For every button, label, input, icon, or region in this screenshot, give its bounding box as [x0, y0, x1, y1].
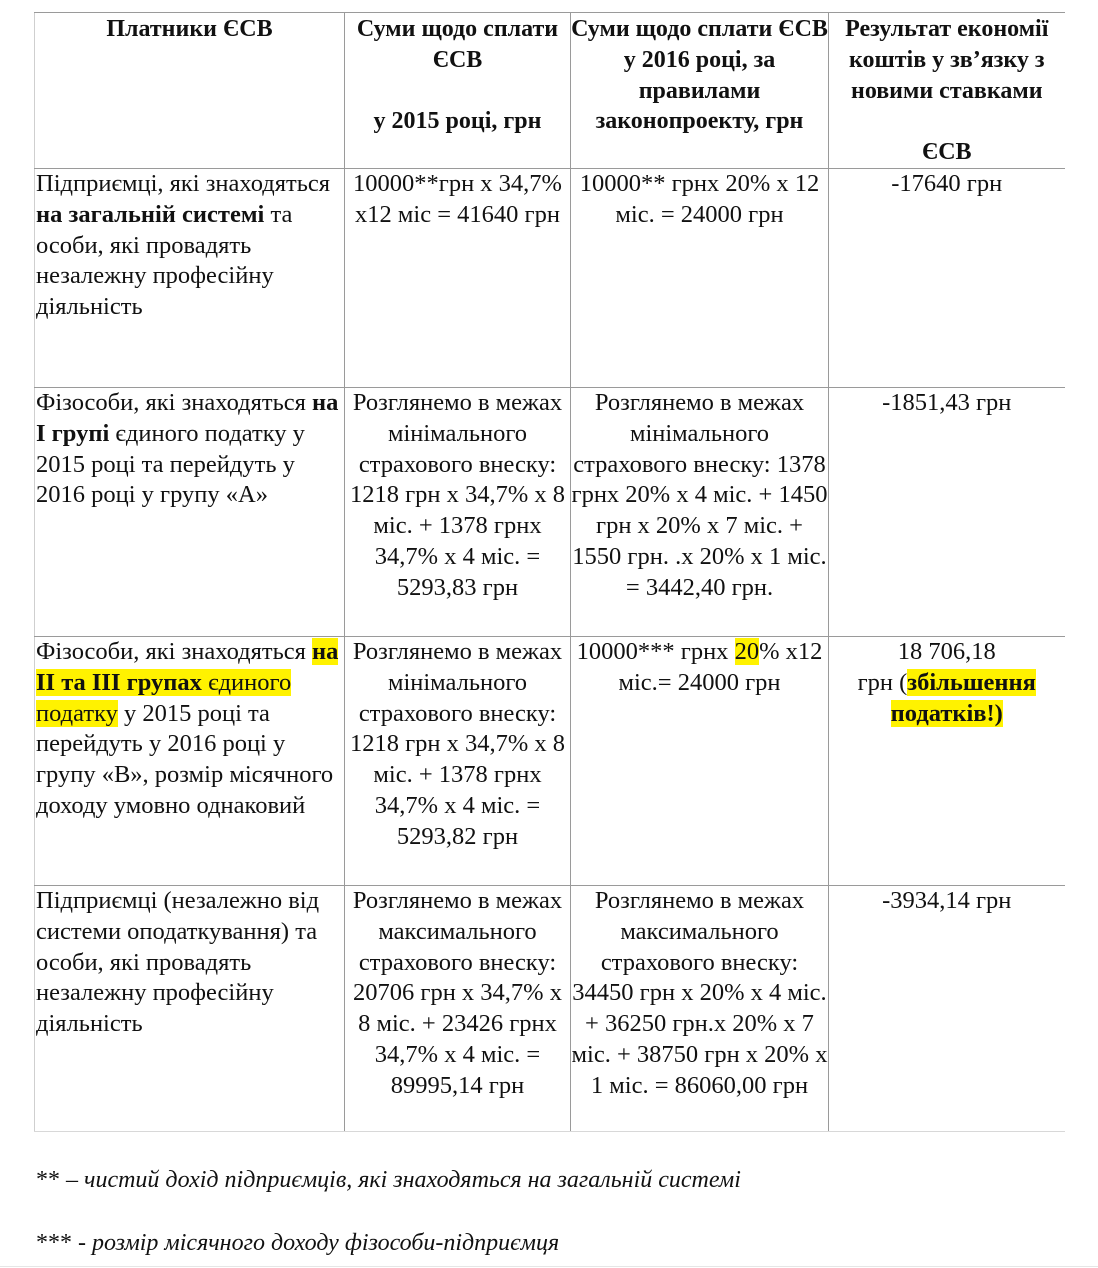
- footnote-text: чистий дохід підприємців, які знаходяться на загальній системі: [84, 1167, 741, 1193]
- sum-2015-text: Розглянемо в межах мінімального страхового внеску: 1218 грн х 34,7% х 8 міс. + 1378 грнх 34,7% х 4 міс. = 5293,82 грн: [349, 638, 566, 850]
- footnote-text: розмір місячного доходу фізособи-підприємця: [92, 1230, 560, 1256]
- result-text: 18 706,18: [897, 638, 996, 665]
- payer-cell: [35, 886, 345, 1132]
- table-row: [35, 637, 1065, 886]
- result-highlighted-warning: збільшення податків!): [890, 668, 1036, 727]
- result-text: грн (: [857, 668, 908, 696]
- result-cell: [829, 637, 1065, 886]
- result-cell: [829, 886, 1065, 1132]
- payer-highlighted-text: єдиного податку: [36, 668, 292, 727]
- payer-cell: [35, 388, 345, 637]
- payer-text: та особи, які провадять незалежну професійну діяльність: [36, 200, 293, 321]
- footnote-triple-asterisk: [36, 1230, 559, 1257]
- payer-text: Фізособи, які знаходяться: [36, 389, 313, 416]
- payer-text: Підприємці (незалежно від системи оподаткування) та особи, які провадять незалежну професійну діяльність: [36, 887, 320, 1038]
- payer-bold-text: на І групі: [36, 389, 339, 447]
- result-cell: [829, 169, 1065, 388]
- table-header-row: [35, 13, 1065, 169]
- table-row: [35, 886, 1065, 1132]
- payer-bold-text: на загальній системі: [36, 200, 265, 228]
- footnote-mark: *** -: [36, 1230, 92, 1256]
- esv-comparison-table-container: [34, 12, 1064, 1132]
- header-sum-2016: [571, 13, 829, 169]
- sum-2016-text: % х12 міс.= 24000 грн: [618, 638, 823, 696]
- payer-text: Фізособи, які знаходяться: [36, 638, 313, 665]
- sum-2016-cell: [571, 886, 829, 1132]
- header-payers-label: Платники ЄСВ: [106, 16, 273, 42]
- sum-2015-text: 10000**грн х 34,7% х12 міс = 41640 грн: [353, 170, 562, 228]
- header-sum-2015-line1: Суми щодо сплати ЄСВ: [356, 16, 559, 73]
- esv-comparison-table: [34, 12, 1065, 1132]
- footnote-double-asterisk: [36, 1167, 741, 1194]
- page-bottom-divider: [0, 1266, 1098, 1267]
- sum-2016-cell: [571, 169, 829, 388]
- sum-2015-cell: [345, 169, 571, 388]
- sum-2016-cell: [571, 388, 829, 637]
- sum-2016-text: Розглянемо в межах максимального страхового внеску: 34450 грн х 20% х 4 міс. + 36250 грн.х 20% х 7 міс. + 38750 грн х 20% х 1 міс. = 86060,00 грн: [571, 887, 828, 1099]
- table-row: [35, 388, 1065, 637]
- payer-cell: [35, 169, 345, 388]
- header-sum-2015-line2: у 2015 році, грн: [373, 108, 542, 135]
- result-text: -17640 грн: [891, 170, 1003, 197]
- payer-text: Підприємці, які знаходяться: [36, 170, 331, 197]
- header-savings-line2: ЄСВ: [921, 139, 972, 166]
- header-sum-2016-label: Суми щодо сплати ЄСВ у 2016 році, за правилами законопроекту, грн: [571, 16, 828, 135]
- payer-text: єдиного податку у 2015 році та перейдуть у 2016 році у групу «А»: [36, 419, 305, 509]
- sum-2016-text: 10000*** грнх: [576, 638, 735, 665]
- sum-2015-text: Розглянемо в межах мінімального страхового внеску: 1218 грн х 34,7% х 8 міс. + 1378 грнх 34,7% х 4 міс. = 5293,83 грн: [349, 389, 566, 601]
- result-text: -1851,43 грн: [882, 389, 1012, 416]
- sum-2015-cell: [345, 637, 571, 886]
- header-savings-result: [829, 13, 1065, 169]
- sum-2016-text: 10000** грнх 20% х 12 міс. = 24000 грн: [579, 170, 820, 228]
- result-cell: [829, 388, 1065, 637]
- footnote-mark: ** –: [36, 1167, 84, 1193]
- sum-2016-highlighted-rate: 20: [734, 638, 760, 665]
- sum-2015-cell: [345, 388, 571, 637]
- sum-2015-cell: [345, 886, 571, 1132]
- sum-2016-text: Розглянемо в межах мінімального страхового внеску: 1378 грнх 20% х 4 міс. + 1450 грн х 20% х 7 міс. + 1550 грн. .х 20% х 1 міс. = 3442,40 грн.: [571, 389, 828, 601]
- payer-highlighted-bold-text: на ІІ та ІІІ групах: [36, 638, 339, 696]
- table-row: [35, 169, 1065, 388]
- sum-2015-text: Розглянемо в межах максимального страхового внеску: 20706 грн х 34,7% х 8 міс. + 23426 грнх 34,7% х 4 міс. = 89995,14 грн: [352, 887, 563, 1099]
- header-sum-2015: [345, 13, 571, 169]
- payer-cell: [35, 637, 345, 886]
- sum-2016-cell: [571, 637, 829, 886]
- header-savings-line1: Результат економії коштів у зв’язку з новими ставками: [845, 16, 1049, 104]
- header-payers: [35, 13, 345, 169]
- payer-text: у 2015 році та перейдуть у 2016 році у групу «В», розмір місячного доходу умовно однаковий: [36, 699, 334, 819]
- result-text: -3934,14 грн: [882, 887, 1012, 914]
